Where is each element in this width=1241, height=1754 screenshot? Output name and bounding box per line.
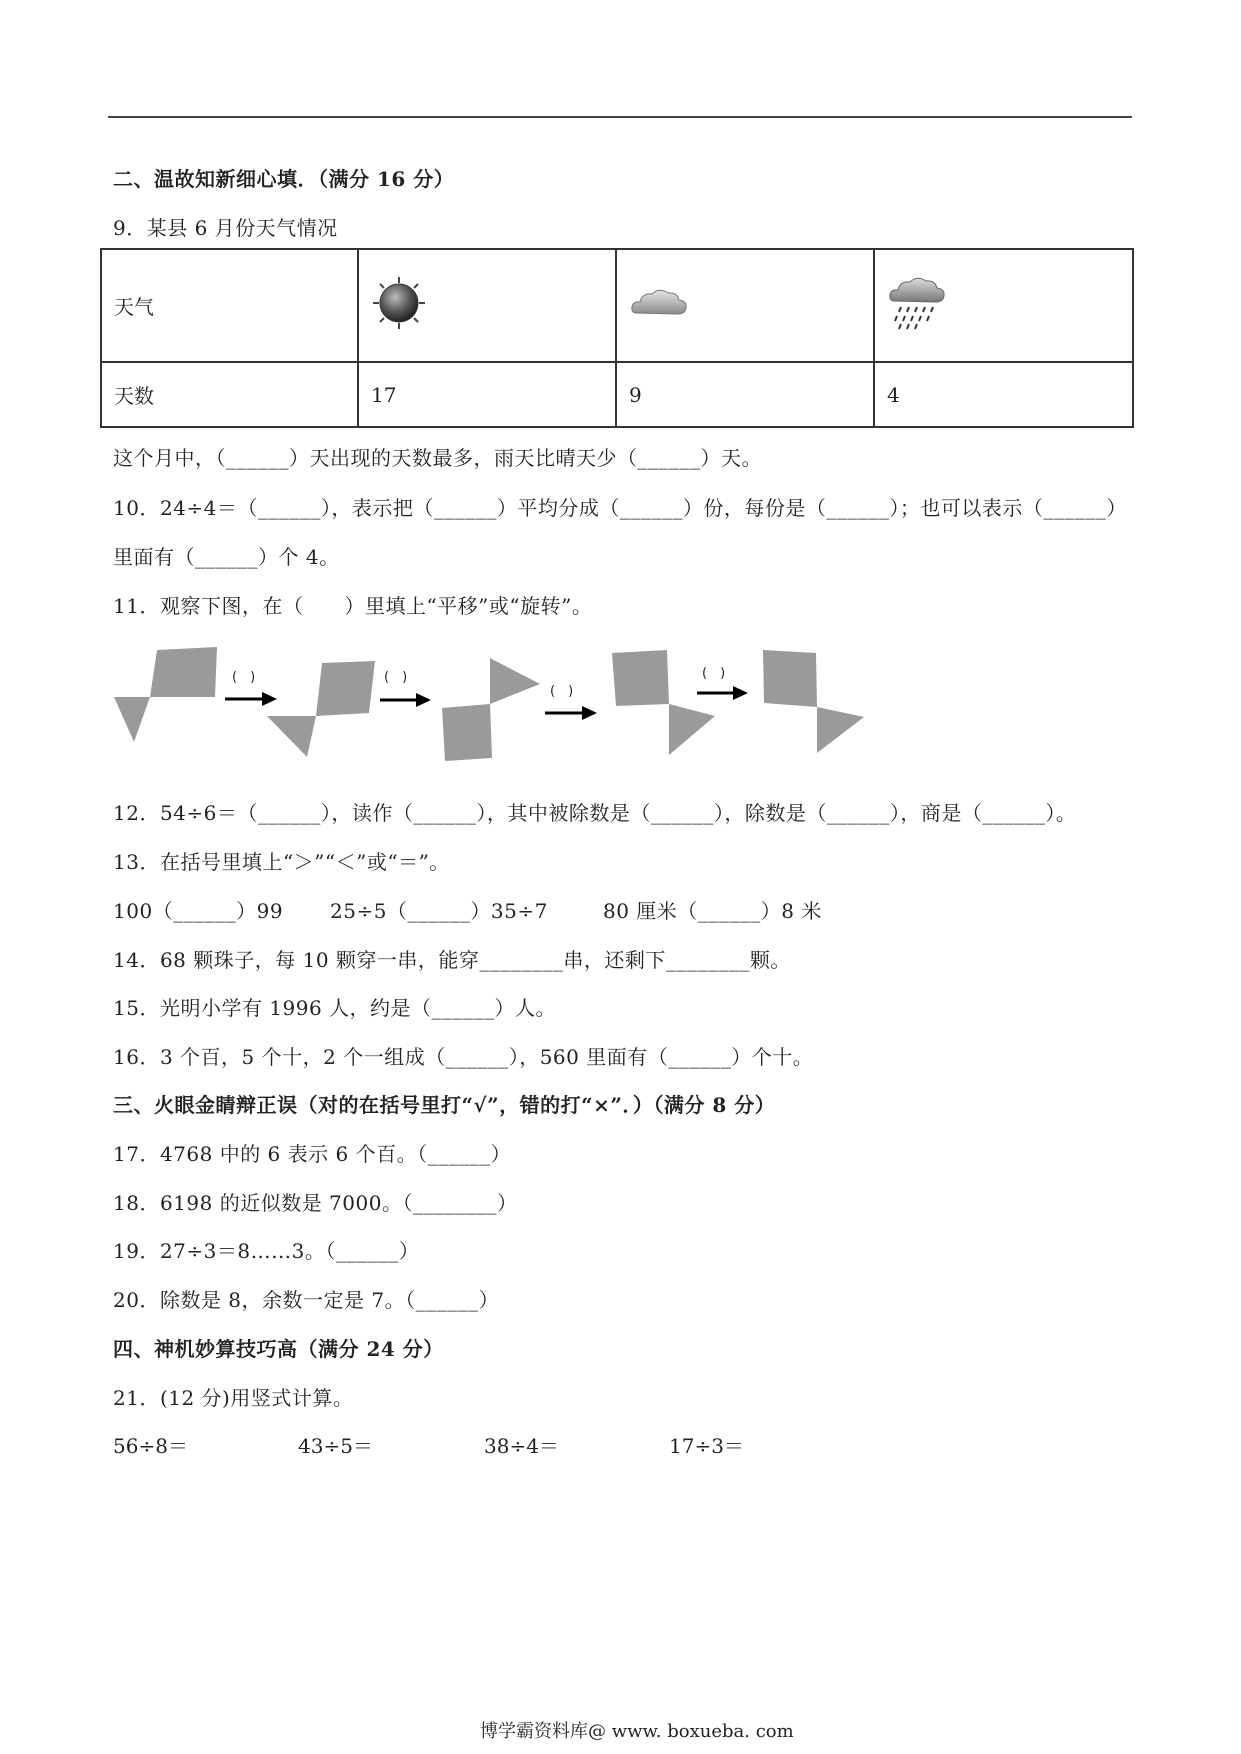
arrow1-head <box>262 692 277 706</box>
footer-watermark: 博学霸资料库@ www. boxueba. com <box>480 1721 794 1742</box>
transformation-figure <box>112 640 882 765</box>
rain-icon <box>887 275 949 331</box>
shape5-triangle <box>817 707 864 753</box>
row-label-weather: 天气 <box>101 249 358 362</box>
q13-item-1: 100（______）99 <box>113 899 284 923</box>
q9-question: 这个月中，（______）天出现的天数最多，雨天比晴天少（______）天。 <box>113 446 762 470</box>
shape3-square <box>442 704 492 761</box>
arrow4-blank: ( ) <box>702 666 726 681</box>
shape1-triangle <box>114 697 150 742</box>
sun-icon <box>371 275 427 331</box>
q13-item-2: 25÷5（______）35÷7 <box>330 899 548 923</box>
days-cloudy: 9 <box>616 362 874 427</box>
q9-intro: 9．某县 6 月份天气情况 <box>113 216 338 240</box>
calc-3: 38÷4＝ <box>484 1434 559 1458</box>
q16-question: 16．3 个百，5 个十，2 个一组成（______），560 里面有（______）个十。 <box>113 1045 814 1069</box>
cloud-icon <box>629 283 689 323</box>
q19-question: 19．27÷3＝8……3。（______） <box>113 1239 420 1263</box>
calc-1: 56÷8＝ <box>113 1434 188 1458</box>
shape3-triangle <box>490 658 540 704</box>
calc-4: 17÷3＝ <box>669 1434 744 1458</box>
q10-line2: 里面有（______）个 4。 <box>113 545 340 569</box>
q15-question: 15．光明小学有 1996 人，约是（______）人。 <box>113 996 557 1020</box>
shape2-square <box>316 661 375 716</box>
shape4-square <box>612 650 669 706</box>
q13-item-3: 80 厘米（______）8 米 <box>603 899 822 923</box>
shape2-triangle <box>267 716 316 757</box>
q13-question: 13．在括号里填上“＞”“＜”或“＝”。 <box>113 850 450 874</box>
q14-question: 14．68 颗珠子，每 10 颗穿一串，能穿________串，还剩下________颗。 <box>113 948 791 972</box>
row-label-days: 天数 <box>101 362 358 427</box>
arrow2-blank: ( ) <box>384 670 408 685</box>
q20-question: 20．除数是 8，余数一定是 7。（______） <box>113 1288 500 1312</box>
weather-table <box>100 248 1134 428</box>
arrow3-blank: ( ) <box>550 684 574 699</box>
q17-question: 17．4768 中的 6 表示 6 个百。（______） <box>113 1142 512 1166</box>
shape1-square <box>150 647 217 697</box>
shape5-square <box>763 650 817 707</box>
section3-heading: 三、火眼金睛辩正误（对的在括号里打“√”，错的打“×”．）（满分 8 分） <box>113 1093 776 1117</box>
days-rainy: 4 <box>874 362 1133 427</box>
arrow4-head <box>733 686 748 700</box>
arrow2-head <box>416 693 431 707</box>
q10-line1: 10．24÷4＝（______），表示把（______）平均分成（______）份，每份是（______）；也可以表示（______） <box>113 496 1127 520</box>
calc-2: 43÷5＝ <box>298 1434 373 1458</box>
section4-heading: 四、神机妙算技巧高（满分 24 分） <box>113 1337 444 1361</box>
q18-question: 18．6198 的近似数是 7000。（________） <box>113 1191 518 1215</box>
q21-question: 21．(12 分)用竖式计算。 <box>113 1386 354 1410</box>
days-sunny: 17 <box>358 362 616 427</box>
q12-question: 12．54÷6＝（______），读作（______），其中被除数是（______），除数是（______），商是（______）。 <box>113 801 1077 825</box>
section2-heading: 二、温故知新细心填．（满分 16 分） <box>113 167 455 191</box>
shape4-triangle <box>669 704 715 755</box>
arrow1-blank: ( ) <box>232 670 256 685</box>
header-rule <box>108 116 1132 118</box>
q11-question: 11．观察下图，在（ ）里填上“平移”或“旋转”。 <box>113 594 593 618</box>
arrow3-head <box>582 706 597 720</box>
